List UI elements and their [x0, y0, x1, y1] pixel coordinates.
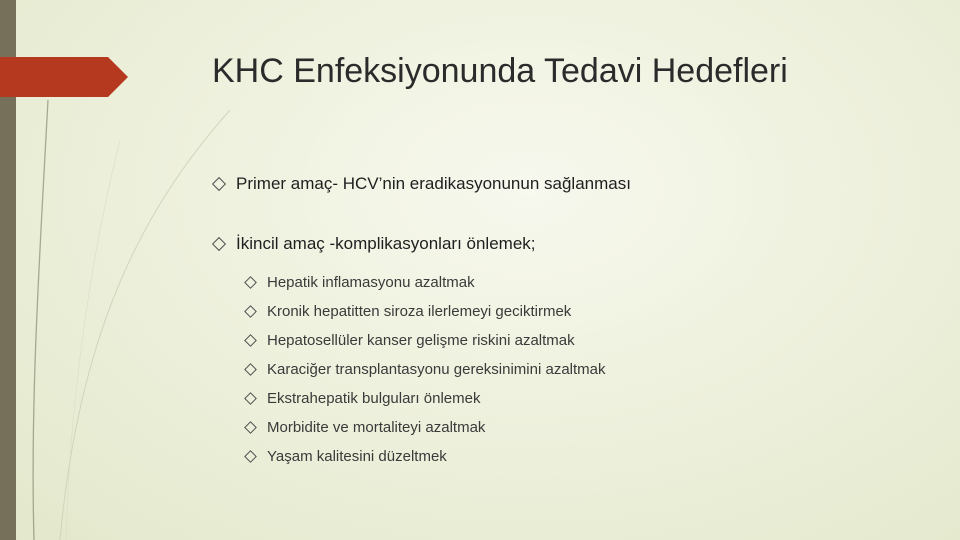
diamond-bullet-icon: [244, 450, 257, 463]
sub-bullet-text: Kronik hepatitten siroza ilerlemeyi geciktirmek: [267, 303, 572, 320]
sub-bullet: [246, 326, 934, 355]
sub-bullet-text: Ekstrahepatik bulguları önlemek: [267, 390, 481, 407]
title-accent-arrow: [0, 57, 128, 97]
sub-bullet: [246, 442, 934, 471]
diamond-bullet-icon: [244, 363, 257, 376]
diamond-bullet-icon: [244, 305, 257, 318]
sub-bullet-text: Hepatosellüler kanser gelişme riskini azaltmak: [267, 332, 575, 349]
slide-content: [214, 170, 934, 471]
bullet-text: İkincil amaç -komplikasyonları önlemek;: [236, 234, 536, 253]
sub-bullet: [246, 413, 934, 442]
sub-bullet-text: Morbidite ve mortaliteyi azaltmak: [267, 419, 486, 436]
diamond-bullet-icon: [212, 177, 226, 191]
bullet-secondary-goal: [214, 234, 934, 254]
diamond-bullet-icon: [244, 392, 257, 405]
sub-bullet-text: Hepatik inflamasyonu azaltmak: [267, 274, 475, 291]
diamond-bullet-icon: [244, 334, 257, 347]
sub-bullet: [246, 268, 934, 297]
bullet-primary-goal: [214, 174, 934, 194]
sub-bullet: [246, 355, 934, 384]
sub-bullet: [246, 384, 934, 413]
bullet-text: Primer amaç- HCV’nin eradikasyonunun sağlanması: [236, 174, 631, 193]
sub-bullet: [246, 297, 934, 326]
secondary-goal-sublist: [214, 268, 934, 471]
diamond-bullet-icon: [244, 421, 257, 434]
diamond-bullet-icon: [244, 276, 257, 289]
slide-title: KHC Enfeksiyonunda Tedavi Hedefleri: [212, 52, 788, 90]
diamond-bullet-icon: [212, 237, 226, 251]
sub-bullet-text: Yaşam kalitesini düzeltmek: [267, 448, 447, 465]
sub-bullet-text: Karaciğer transplantasyonu gereksinimini azaltmak: [267, 361, 606, 378]
